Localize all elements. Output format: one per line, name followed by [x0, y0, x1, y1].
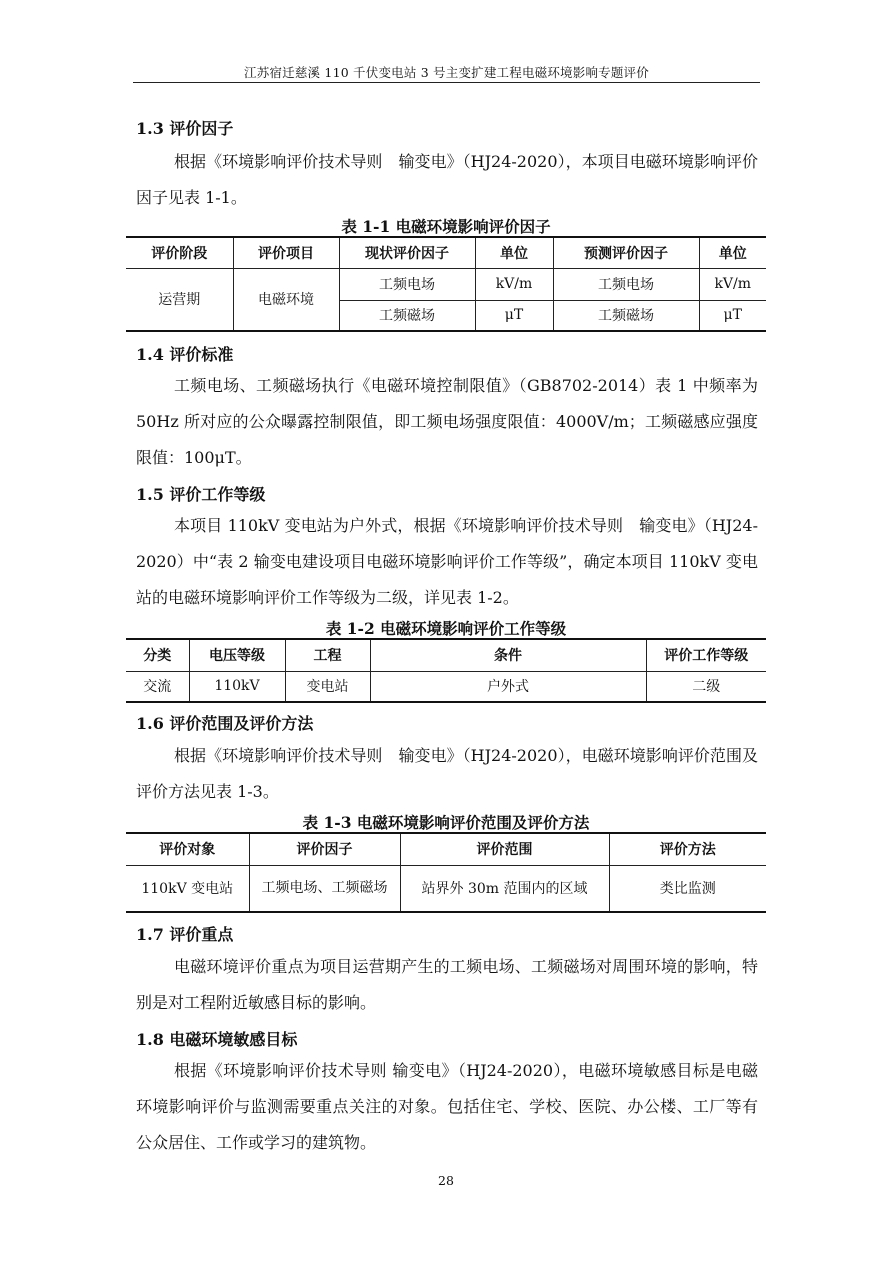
section-heading-1-8: 1.8 电磁环境敏感目标 — [136, 1030, 298, 1049]
table-header-cell: 分类 — [126, 639, 189, 671]
paragraph-1-3: 根据《环境影响评价技术导则 输变电》（HJ24-2020），本项目电磁环境影响评价因子见表 1-1。 — [136, 152, 758, 207]
table-cell: 工频电场、工频磁场 — [249, 865, 400, 912]
paragraph-1-7: 电磁环境评价重点为项目运营期产生的工频电场、工频磁场对周围环境的影响，特别是对工程附近敏感目标的影响。 — [136, 957, 758, 1012]
table-header-cell: 单位 — [475, 237, 553, 268]
table-cell: μT — [699, 300, 766, 331]
table-1-1 — [126, 236, 766, 332]
table-cell: 工频磁场 — [339, 300, 475, 331]
table-header-cell: 评价对象 — [126, 833, 249, 865]
table-cell: kV/m — [475, 268, 553, 300]
running-header: 江苏宿迁慈溪 110 千伏变电站 3 号主变扩建工程电磁环境影响专题评价 — [244, 65, 649, 80]
paragraph-1-8: 根据《环境影响评价技术导则 输变电》（HJ24-2020），电磁环境敏感目标是电磁环境影响评价与监测需要重点关注的对象。包括住宅、学校、医院、办公楼、工厂等有公众居住、工作或学习的建筑物。 — [136, 1061, 758, 1152]
table-header-cell: 电压等级 — [189, 639, 285, 671]
table-header-cell: 预测评价因子 — [553, 237, 699, 268]
table-cell: 二级 — [646, 671, 766, 702]
table-cell: 110kV 变电站 — [126, 865, 249, 912]
table-header-cell: 条件 — [370, 639, 646, 671]
table-cell: 户外式 — [370, 671, 646, 702]
table-cell: 变电站 — [285, 671, 370, 702]
table-cell: 站界外 30m 范围内的区域 — [400, 865, 609, 912]
section-heading-1-6: 1.6 评价范围及评价方法 — [136, 714, 314, 733]
table-1-2 — [126, 638, 766, 703]
table-cell: 工频电场 — [339, 268, 475, 300]
section-heading-1-3: 1.3 评价因子 — [136, 119, 234, 138]
table-cell: 电磁环境 — [233, 268, 339, 331]
table-cell: 工频磁场 — [553, 300, 699, 331]
table-cell: 工频电场 — [553, 268, 699, 300]
table-cell: kV/m — [699, 268, 766, 300]
table-1-3 — [126, 832, 766, 913]
table-1-2-caption: 表 1-2 电磁环境影响评价工作等级 — [325, 619, 567, 638]
table-header-cell: 评价方法 — [609, 833, 766, 865]
table-header-cell: 现状评价因子 — [339, 237, 475, 268]
section-heading-1-4: 1.4 评价标准 — [136, 345, 234, 364]
table-1-3-caption: 表 1-3 电磁环境影响评价范围及评价方法 — [302, 813, 590, 832]
table-cell: 110kV — [189, 671, 285, 702]
section-heading-1-7: 1.7 评价重点 — [136, 925, 234, 944]
table-header-cell: 评价范围 — [400, 833, 609, 865]
table-1-1-caption: 表 1-1 电磁环境影响评价因子 — [341, 217, 551, 236]
table-header-cell: 评价工作等级 — [646, 639, 766, 671]
table-header-cell: 单位 — [699, 237, 766, 268]
section-heading-1-5: 1.5 评价工作等级 — [136, 485, 266, 504]
table-cell: 类比监测 — [609, 865, 766, 912]
paragraph-1-6: 根据《环境影响评价技术导则 输变电》（HJ24-2020），电磁环境影响评价范围及评价方法见表 1-3。 — [136, 746, 758, 801]
table-header-cell: 工程 — [285, 639, 370, 671]
paragraph-1-4: 工频电场、工频磁场执行《电磁环境控制限值》（GB8702-2014）表 1 中频率为 50Hz 所对应的公众曝露控制限值，即工频电场强度限值：4000V/m；工频磁感应强度限值：100μT。 — [136, 376, 758, 467]
table-cell: μT — [475, 300, 553, 331]
table-header-cell: 评价阶段 — [126, 237, 233, 268]
table-cell: 交流 — [126, 671, 189, 702]
header-rule — [133, 82, 760, 83]
table-header-cell: 评价因子 — [249, 833, 400, 865]
table-cell: 运营期 — [126, 268, 233, 331]
table-header-cell: 评价项目 — [233, 237, 339, 268]
page-number: 28 — [438, 1173, 454, 1188]
paragraph-1-5: 本项目 110kV 变电站为户外式，根据《环境影响评价技术导则 输变电》（HJ24-2020）中“表 2 输变电建设项目电磁环境影响评价工作等级”，确定本项目 110kV 变电站的电磁环境影响评价工作等级为二级，详见表 1-2。 — [136, 516, 758, 607]
